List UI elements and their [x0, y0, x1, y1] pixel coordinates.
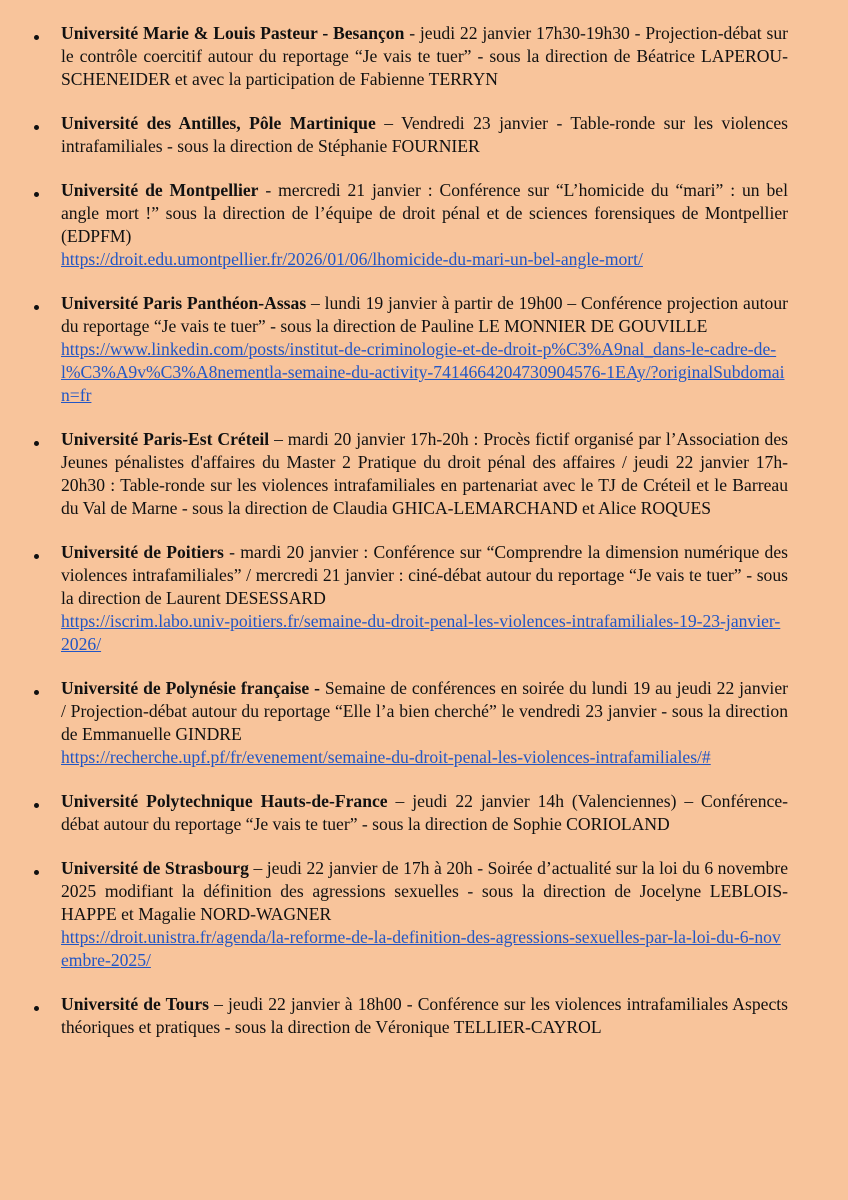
event-details: - mercredi 21 janvier : Conférence sur “L’homicide du “mari” : un bel angle mort !” sous la direction de l’équipe de droit pénal et de sciences forensiques de Montpellier (EDPFM) — [61, 180, 788, 246]
event-item — [34, 179, 788, 271]
bullet-icon — [34, 192, 39, 197]
event-description — [61, 428, 788, 520]
event-details: – mardi 20 janvier 17h-20h : Procès fictif organisé par l’Association des Jeunes pénalistes d'affaires du Master 2 Pratique du droit pénal des affaires / jeudi 22 janvier 17h-20h30 : Table-ronde sur les violences intrafamiliales en partenariat avec le TJ de Créteil et le Barreau du Val de Marne - sous la direction de Claudia GHICA-LEMARCHAND et Alice ROQUES — [61, 429, 788, 518]
event-details: – lundi 19 janvier à partir de 19h00 – Conférence projection autour du reportage “Je vais te tuer” - sous la direction de Pauline LE MONNIER DE GOUVILLE — [61, 293, 788, 336]
event-link[interactable]: https://iscrim.labo.univ-poitiers.fr/semaine-du-droit-penal-les-violences-intrafamiliales-19-23-janvier-2026/ — [61, 611, 781, 654]
event-details: – Vendredi 23 janvier - Table-ronde sur les violences intrafamiliales - sous la direction de Stéphanie FOURNIER — [61, 113, 788, 156]
event-item — [34, 112, 788, 158]
bullet-icon — [34, 870, 39, 875]
event-item — [34, 428, 788, 520]
event-description — [61, 179, 788, 248]
event-link[interactable]: https://www.linkedin.com/posts/institut-de-criminologie-et-de-droit-p%C3%A9nal_dans-le-cadre-de-l%C3%A9v%C3%A8nementla-semaine-du-activity-7414664204730904576-1EAy/?originalSubdomain=fr — [61, 339, 785, 405]
bullet-icon — [34, 125, 39, 130]
university-name: Université Polytechnique Hauts-de-France — [61, 791, 388, 811]
event-item — [34, 22, 788, 91]
event-item — [34, 292, 788, 407]
event-item — [34, 857, 788, 972]
university-name: Université Marie & Louis Pasteur - Besançon — [61, 23, 405, 43]
university-name: Université de Tours — [61, 994, 209, 1014]
event-description — [61, 993, 788, 1039]
event-description — [61, 790, 788, 836]
event-description — [61, 22, 788, 91]
event-link[interactable]: https://droit.unistra.fr/agenda/la-reforme-de-la-definition-des-agressions-sexuelles-par-la-loi-du-6-novembre-2025/ — [61, 927, 781, 970]
event-details: – jeudi 22 janvier à 18h00 - Conférence sur les violences intrafamiliales Aspects théoriques et pratiques - sous la direction de Véronique TELLIER-CAYROL — [61, 994, 788, 1037]
event-description — [61, 541, 788, 610]
university-name: Université de Strasbourg — [61, 858, 249, 878]
event-description — [61, 857, 788, 926]
university-name: Université de Poitiers — [61, 542, 224, 562]
event-description — [61, 677, 788, 746]
event-details: - jeudi 22 janvier 17h30-19h30 - Projection-débat sur le contrôle coercitif autour du reportage “Je vais te tuer” - sous la direction de Béatrice LAPEROU-SCHENEIDER et avec la participation de Fabienne TERRYN — [61, 23, 788, 89]
event-item — [34, 677, 788, 769]
event-item — [34, 541, 788, 656]
event-link[interactable]: https://recherche.upf.pf/fr/evenement/semaine-du-droit-penal-les-violences-intrafamiliales/# — [61, 747, 711, 767]
event-item — [34, 993, 788, 1039]
event-link[interactable]: https://droit.edu.umontpellier.fr/2026/01/06/lhomicide-du-mari-un-bel-angle-mort/ — [61, 249, 643, 269]
event-item — [34, 790, 788, 836]
university-name: Université Paris Panthéon-Assas — [61, 293, 307, 313]
bullet-icon — [34, 441, 39, 446]
university-name: Université de Montpellier — [61, 180, 259, 200]
university-name: Université Paris-Est Créteil — [61, 429, 270, 449]
university-name: Université de Polynésie française - — [61, 678, 320, 698]
bullet-icon — [34, 35, 39, 40]
bullet-icon — [34, 305, 39, 310]
event-description — [61, 292, 788, 338]
bullet-icon — [34, 690, 39, 695]
bullet-icon — [34, 554, 39, 559]
event-details: Semaine de conférences en soirée du lundi 19 au jeudi 22 janvier / Projection-débat autour du reportage “Elle l’a bien cherché” le vendredi 23 janvier - sous la direction de Emmanuelle GINDRE — [61, 678, 788, 744]
bullet-icon — [34, 803, 39, 808]
university-name: Université des Antilles, Pôle Martinique — [61, 113, 376, 133]
event-details: – jeudi 22 janvier 14h (Valenciennes) – Conférence-débat autour du reportage “Je vais te tuer” - sous la direction de Sophie CORIOLAND — [61, 791, 788, 834]
event-details: - mardi 20 janvier : Conférence sur “Comprendre la dimension numérique des violences intrafamiliales” / mercredi 21 janvier : ciné-débat autour du reportage “Je vais te tuer” - sous la direction de Laurent DESESSARD — [61, 542, 788, 608]
event-description — [61, 112, 788, 158]
bullet-icon — [34, 1006, 39, 1011]
event-details: – jeudi 22 janvier de 17h à 20h - Soirée d’actualité sur la loi du 6 novembre 2025 modifiant la définition des agressions sexuelles - sous la direction de Jocelyne LEBLOIS-HAPPE et Magalie NORD-WAGNER — [61, 858, 789, 924]
event-list — [34, 22, 788, 1039]
